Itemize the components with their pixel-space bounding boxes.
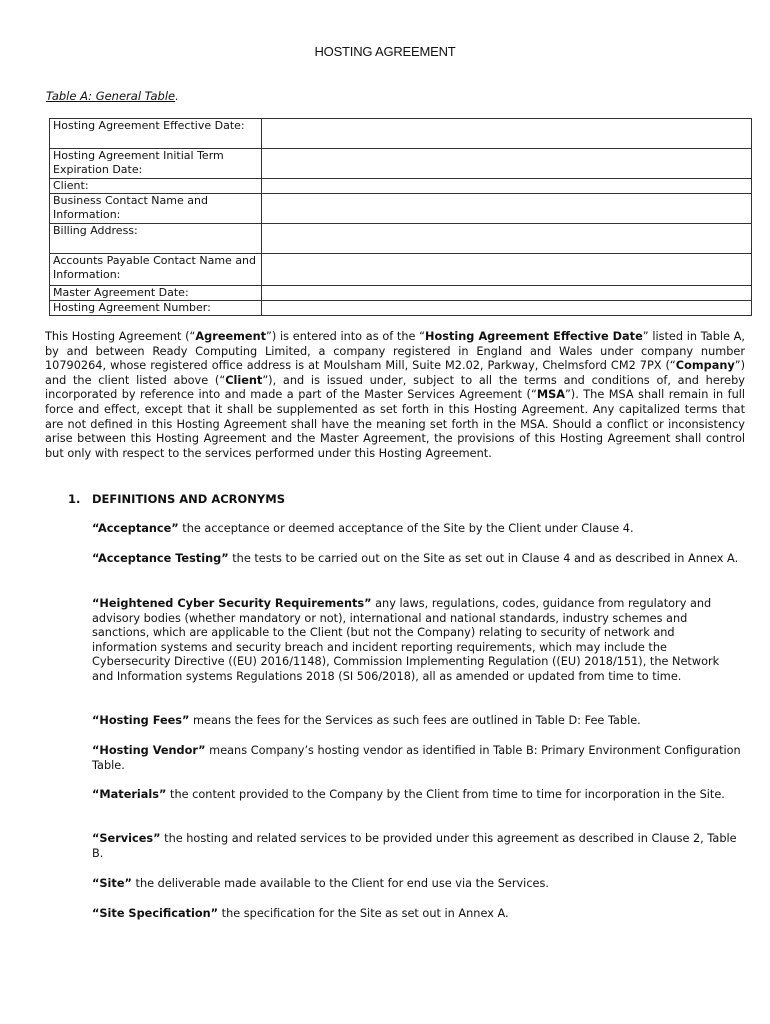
definition-text: the hosting and related services to be provided under this agreement as described in Clause 2, Table B. <box>92 832 737 860</box>
definition-item <box>92 744 742 773</box>
definition-text: means Company’s hosting vendor as identified in Table B: Primary Environment Configuration Table. <box>92 744 741 772</box>
section-heading <box>68 492 285 506</box>
table-row <box>50 224 752 254</box>
definition-term: “Materials” <box>92 788 167 801</box>
table-row <box>50 179 752 194</box>
intro-text: This Hosting Agreement (“ <box>45 330 196 343</box>
definition-term: “Acceptance Testing” <box>92 552 229 565</box>
intro-term: Hosting Agreement Effective Date <box>425 330 643 343</box>
intro-text: ”). The MSA shall remain in full force and effect, except that it shall be supplemented as set forth in this Hosting Agreement. Any capitalized terms that are not defined in this Hosting Agreement shall have the meaning set forth in the MSA. Should a conflict or inconsistency arise between this Hosting Agreement and the Master Agreement, the provisions of this Hosting Agreement shall control but only with respect to the services performed under this Hosting Agreement. <box>45 388 746 460</box>
definition-item <box>92 788 742 803</box>
row-value <box>262 286 752 301</box>
table-caption <box>46 89 179 103</box>
row-label: Client: <box>50 179 262 194</box>
section-number: 1. <box>68 492 81 506</box>
definition-item <box>92 877 742 892</box>
definition-term: “Hosting Vendor” <box>92 744 206 757</box>
row-label: Master Agreement Date: <box>50 286 262 301</box>
definition-item <box>92 714 742 729</box>
intro-term: MSA <box>536 388 565 402</box>
table-caption-period: . <box>175 89 179 103</box>
definition-term: “Site Specification” <box>92 907 219 920</box>
intro-text: ”) is entered into as of the “ <box>266 330 426 343</box>
table-row <box>50 194 752 224</box>
table-caption-text: Table A: General Table <box>46 89 176 103</box>
row-value <box>262 224 752 254</box>
row-label: Accounts Payable Contact Name and Information: <box>50 254 262 286</box>
row-value <box>262 194 752 224</box>
definition-item <box>92 552 742 567</box>
intro-term: Agreement <box>195 330 267 343</box>
intro-text: ” listed in Table A, by and between Ready Computing Limited, a company registered in England and Wales under company number 10790264, whose registered office address is at Moulsham Mill, Suite M2.02, Parkway, Chelmsford CM2 7PX (“ <box>45 330 745 373</box>
intro-paragraph <box>45 330 745 461</box>
definition-text: the deliverable made available to the Client for end use via the Services. <box>131 877 549 890</box>
row-label: Hosting Agreement Effective Date: <box>50 119 262 149</box>
definition-term: “Services” <box>92 832 161 845</box>
row-value <box>262 254 752 286</box>
table-row <box>50 119 752 149</box>
intro-text: ”), and is issued under, subject to all the terms and conditions of, and hereby incorporated by reference into and made a part of the Master Services Agreement (“ <box>45 373 745 402</box>
row-value <box>262 179 752 194</box>
section-title: DEFINITIONS AND ACRONYMS <box>92 492 285 506</box>
definition-text: any laws, regulations, codes, guidance from regulatory and advisory bodies (whether mandatory or not), international and national standards, industry schemes and sanctions, which are applicable to the Client (but not the Company) relating to security of network and information systems and security breach and incident reporting requirements, which may include the Cybersecurity Directive ((EU) 2016/1148), Commission Implementing Regulation ((EU) 2018/151), the Network and Information systems Regulations 2018 (SI 506/2018), all as amended or updated from time to time. <box>92 597 720 683</box>
table-row <box>50 149 752 179</box>
row-value <box>262 119 752 149</box>
definition-item <box>92 907 742 922</box>
row-value <box>262 301 752 316</box>
document-title: HOSTING AGREEMENT <box>314 44 456 59</box>
table-row <box>50 254 752 286</box>
table-row <box>50 301 752 316</box>
intro-term: Company <box>675 359 735 373</box>
definition-item <box>92 597 742 685</box>
row-label: Hosting Agreement Number: <box>50 301 262 316</box>
definition-text: the tests to be carried out on the Site as set out in Clause 4 and as described in Annex A. <box>228 552 739 565</box>
definition-term: “Acceptance” <box>92 522 179 535</box>
general-table <box>49 118 752 316</box>
row-label: Billing Address: <box>50 224 262 254</box>
intro-text: ”) and the client listed above (“ <box>45 359 745 387</box>
intro-term: Client <box>225 373 263 387</box>
table-row <box>50 286 752 301</box>
definition-term: “Hosting Fees” <box>92 714 190 727</box>
definition-item <box>92 522 742 537</box>
row-label: Business Contact Name and Information: <box>50 194 262 224</box>
row-value <box>262 149 752 179</box>
definition-term: “Site” <box>92 877 132 890</box>
definition-text: means the fees for the Services as such fees are outlined in Table D: Fee Table. <box>189 714 641 727</box>
definition-text: the acceptance or deemed acceptance of the Site by the Client under Clause 4. <box>178 522 634 535</box>
definition-text: the specification for the Site as set out in Annex A. <box>218 907 509 920</box>
definition-item <box>92 832 742 861</box>
definition-term: “Heightened Cyber Security Requirements” <box>92 597 372 610</box>
definition-text: the content provided to the Company by the Client from time to time for incorporation in the Site. <box>166 788 725 801</box>
row-label: Hosting Agreement Initial Term Expiration Date: <box>50 149 262 179</box>
